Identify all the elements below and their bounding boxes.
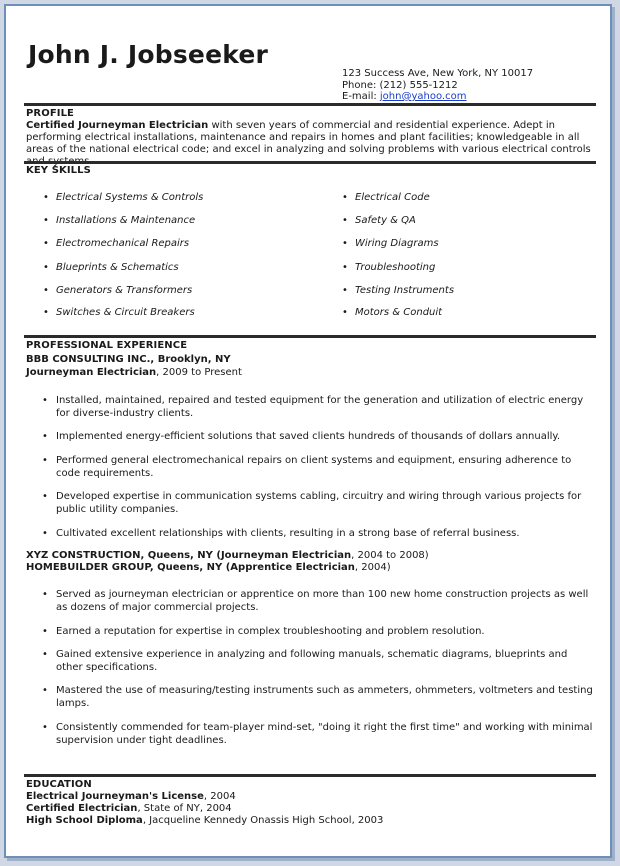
- job2-bullet: • Mastered the use of measuring/testing instruments such as ammeters, ohmmeters, voltmeters and testing lamps.: [56, 685, 596, 710]
- education-item: Certified Electrician, State of NY, 2004: [26, 803, 232, 814]
- phone: Phone: (212) 555-1212: [342, 79, 458, 91]
- experience-heading: PROFESSIONAL EXPERIENCE: [26, 340, 188, 351]
- skill-item: • Switches & Circuit Breakers: [56, 307, 195, 318]
- skill-item: • Safety & QA: [355, 215, 416, 226]
- profile-body: with seven years of commercial and residential experience. Adept in performing electrical installations, maintenance and repairs in homes and plant facilities; knowledgeable in all areas of the national electrical code; and excel in analyzing and solving problems with various electrical controls: [26, 120, 591, 155]
- section-divider: [24, 774, 596, 777]
- skill-item: • Electrical Systems & Controls: [56, 192, 203, 203]
- job1-bullet: • Developed expertise in communication systems cabling, circuitry and wiring through various projects for public utility companies.: [56, 491, 596, 516]
- section-divider: [24, 335, 596, 338]
- education-item: Electrical Journeyman's License, 2004: [26, 791, 236, 802]
- address: 123 Success Ave, New York, NY 10017: [342, 68, 534, 79]
- skill-item: • Generators & Transformers: [56, 285, 192, 296]
- profile-heading: PROFILE: [26, 108, 74, 119]
- skill-item: • Electrical Code: [355, 192, 430, 203]
- job2-bullet: • Gained extensive experience in analyzing and following manuals, schematic diagrams, blueprints and other specifications.: [56, 649, 596, 674]
- job1-bullet: • Implemented energy-efficient solutions that saved clients hundreds of thousands of dollars annually.: [56, 431, 596, 444]
- skill-item: • Blueprints & Schematics: [56, 262, 179, 273]
- skill-item: • Wiring Diagrams: [355, 238, 439, 249]
- skill-item: • Motors & Conduit: [355, 307, 442, 318]
- email-line: [342, 91, 533, 103]
- resume-document: [4, 4, 612, 858]
- contact-block: [342, 68, 533, 103]
- job2-line1: XYZ CONSTRUCTION, Queens, NY (Journeyman Electrician, 2004 to 2008): [26, 550, 429, 561]
- education-item: High School Diploma, Jacqueline Kennedy Onassis High School, 2003: [26, 815, 384, 826]
- skills-heading: KEY SKILLS: [26, 165, 91, 176]
- section-divider: [24, 103, 596, 106]
- job1-title: Journeyman Electrician, 2009 to Present: [26, 367, 242, 378]
- job1-bullet: • Cultivated excellent relationships with clients, resulting in a strong base of referral business.: [56, 528, 596, 541]
- skill-item: • Troubleshooting: [355, 262, 435, 273]
- profile-bold: Certified Journeyman Electrician: [26, 120, 209, 131]
- job2-line2: HOMEBUILDER GROUP, Queens, NY (Apprentice Electrician, 2004): [26, 562, 391, 573]
- job2-bullet: • Consistently commended for team-player mind-set, "doing it right the first time" and working with minimal supervision under tight deadlines.: [56, 722, 596, 747]
- email-link[interactable]: john@yahoo.com: [379, 91, 467, 102]
- skill-item: • Electromechanical Repairs: [56, 238, 189, 249]
- job2-bullet: • Served as journeyman electrician or apprentice on more than 100 new home construction projects as well as dozens of major commercial projects.: [56, 589, 596, 614]
- email-label: E-mail:: [342, 91, 380, 102]
- job1-company: BBB CONSULTING INC., Brooklyn, NY: [26, 354, 231, 365]
- section-divider: [24, 161, 596, 164]
- skill-item: • Testing Instruments: [355, 285, 454, 296]
- applicant-name: John J. Jobseeker: [28, 40, 269, 69]
- job2-bullet: • Earned a reputation for expertise in complex troubleshooting and problem resolution.: [56, 626, 596, 639]
- job1-bullet: • Installed, maintained, repaired and tested equipment for the generation and utilization of electric energy for diverse-industry clients.: [56, 395, 596, 420]
- education-heading: EDUCATION: [26, 779, 92, 790]
- job1-bullet: • Performed general electromechanical repairs on client systems and equipment, ensuring adherence to code requirements.: [56, 455, 596, 480]
- skill-item: • Installations & Maintenance: [56, 215, 195, 226]
